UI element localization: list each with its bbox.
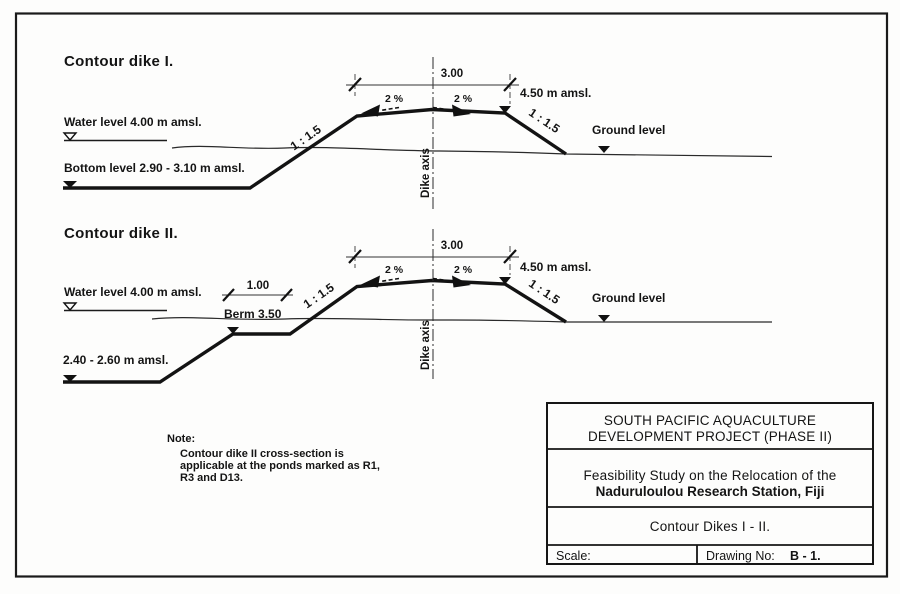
dike1-title: Contour dike I. xyxy=(64,53,174,70)
drawing-no-value: B - 1. xyxy=(790,549,821,563)
dike2-slope-right-label: 1 : 1.5 xyxy=(526,276,563,308)
dike2-berm-label: Berm 3.50 xyxy=(224,307,282,321)
dike2-crest-level-label: 4.50 m amsl. xyxy=(520,260,592,274)
dike1-section xyxy=(63,53,772,211)
note-line-3: R3 and D13. xyxy=(180,472,243,484)
dike2-berm-dimension xyxy=(222,280,293,301)
dike2-water-level-symbol xyxy=(64,303,76,310)
dike2-crown-slopes xyxy=(361,264,473,288)
sheet-title: Contour Dikes I - II. xyxy=(649,519,771,534)
dike1-bottom-level-label: Bottom level 2.90 - 3.10 m amsl. xyxy=(64,161,245,175)
dike1-slope-left-label: 1 : 1.5 xyxy=(287,122,324,154)
dike2-crest-width-value: 3.00 xyxy=(440,240,464,252)
dike2-crown-arrow-left-tail xyxy=(380,279,399,282)
dike1-slope-right-label: 1 : 1.5 xyxy=(526,105,563,137)
dike2-crown-slope-left-label: 2 % xyxy=(384,264,404,276)
dike1-ground-level-label: Ground level xyxy=(592,123,666,137)
note-line-1: Contour dike II cross-section is xyxy=(180,448,344,460)
drawing-no-label: Drawing No: xyxy=(706,549,775,563)
title-block xyxy=(547,403,873,564)
dike1-crest-width-value: 3.00 xyxy=(440,68,464,80)
project-name-line2: DEVELOPMENT PROJECT (PHASE II) xyxy=(587,429,833,444)
dike2-ground-level-symbol xyxy=(598,315,610,322)
dike1-water-level-symbol xyxy=(64,133,76,140)
dike2-section xyxy=(63,225,772,382)
dike2-berm-width-value: 1.00 xyxy=(246,280,270,292)
dike2-water-level-label: Water level 4.00 m amsl. xyxy=(64,285,202,299)
dike1-water-level-label: Water level 4.00 m amsl. xyxy=(64,115,202,129)
dike2-ground-level-label: Ground level xyxy=(592,291,666,305)
dike1-ground-line xyxy=(172,146,772,156)
note-line-2: applicable at the ponds marked as R1, xyxy=(180,460,380,472)
dike1-ground-level-symbol xyxy=(598,146,610,153)
dike2-slope-left-label: 1 : 1.5 xyxy=(300,280,337,312)
note-block xyxy=(167,433,380,484)
dike2-title: Contour dike II. xyxy=(64,225,178,242)
dike2-crown-slope-right-label: 2 % xyxy=(453,264,473,276)
study-title-line1: Feasibility Study on the Relocation of the xyxy=(583,468,837,483)
note-heading: Note: xyxy=(167,433,196,445)
dike1-axis-label: Dike axis xyxy=(420,148,432,198)
dike1-crown-arrow-left-tail xyxy=(380,108,399,111)
dike1-crest-level-label: 4.50 m amsl. xyxy=(520,86,592,100)
study-title-line2: Naduruloulou Research Station, Fiji xyxy=(595,484,825,499)
dike1-crown-slopes xyxy=(361,93,473,117)
dike1-crown-slope-left-label: 2 % xyxy=(384,93,404,105)
dike2-axis-label: Dike axis xyxy=(420,320,432,370)
project-name-line1: SOUTH PACIFIC AQUACULTURE xyxy=(603,413,817,428)
scale-label: Scale: xyxy=(556,549,591,563)
dike1-crown-slope-right-label: 2 % xyxy=(453,93,473,105)
dike2-bottom-level-label: 2.40 - 2.60 m amsl. xyxy=(63,353,169,367)
